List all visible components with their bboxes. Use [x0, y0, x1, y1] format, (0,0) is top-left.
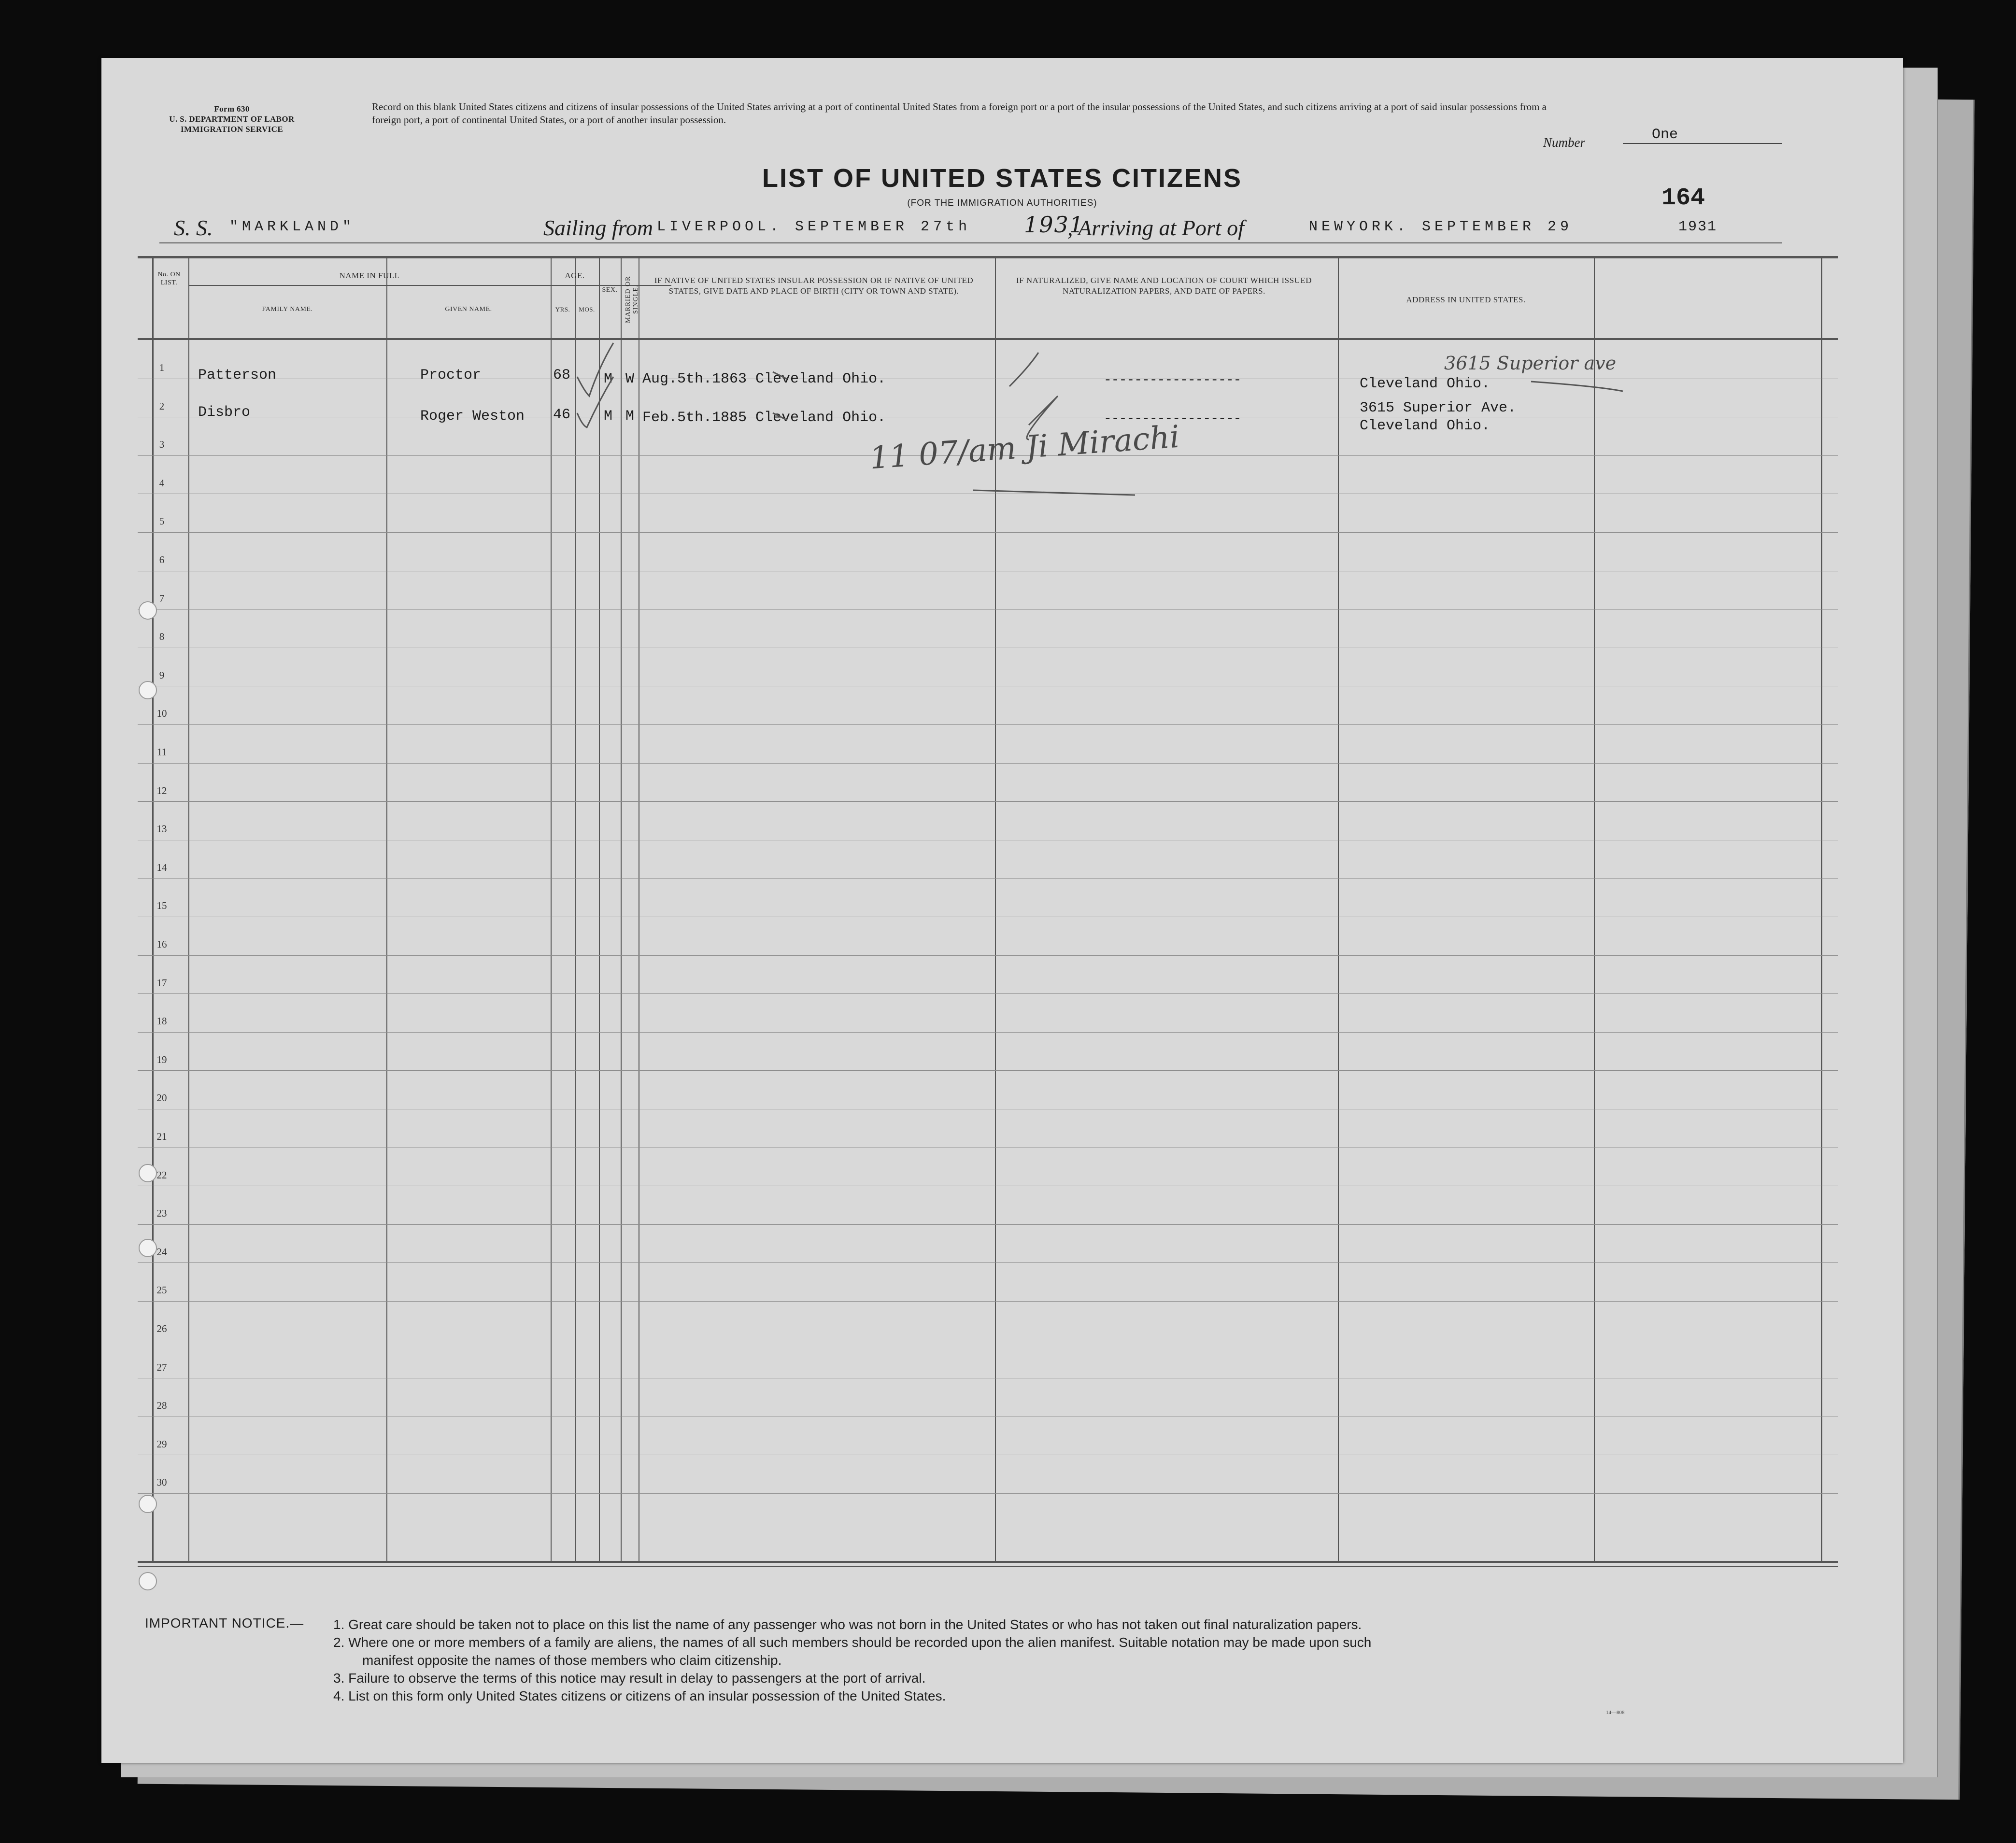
- row-number: 24: [156, 1246, 167, 1258]
- binder-hole: [139, 1239, 157, 1257]
- row-number: 14: [156, 862, 167, 873]
- row-number: 9: [159, 669, 165, 681]
- number-value: One: [1623, 127, 1782, 144]
- service: IMMIGRATION SERVICE: [180, 125, 284, 134]
- important-notice-label: IMPORTANT NOTICE.—: [145, 1616, 304, 1630]
- entry-1-age: 68: [553, 367, 571, 383]
- header-naturalized: IF NATURALIZED, GIVE NAME AND LOCATION OF COURT WHICH ISSUED NATURALIZATION PAPERS, AND DATE OF PAPERS.: [1016, 276, 1312, 296]
- row-rule: [138, 1493, 1838, 1494]
- important-notice-items: [333, 1616, 1831, 1705]
- ship-name: "MARKLAND": [229, 219, 355, 235]
- table-bottom-rule: [138, 1561, 1838, 1563]
- row-number: 30: [156, 1476, 167, 1488]
- header-native-birth: IF NATIVE OF UNITED STATES INSULAR POSSESSION OR IF NATIVE OF UNITED STATES, GIVE DATE AND PLACE OF BIRTH (CITY OR TOWN AND STATE).: [654, 276, 974, 296]
- notice-item-4: 4. List on this form only United States citizens or citizens of an insular possession of the United States.: [333, 1688, 946, 1703]
- number-label: Number: [1543, 135, 1585, 150]
- entry-2-naturalized: ------------------: [1104, 411, 1241, 426]
- row-number: 1: [159, 362, 165, 373]
- row-number: 2: [159, 400, 165, 412]
- entry-1-address: Cleveland Ohio.: [1360, 376, 1491, 392]
- row-number: 5: [159, 515, 165, 527]
- row-number: 21: [156, 1131, 167, 1142]
- row-number: 26: [156, 1323, 167, 1334]
- entry-1-marital: W: [625, 371, 635, 387]
- entry-1-naturalized: ------------------: [1104, 373, 1241, 388]
- row-rule: [138, 1070, 1838, 1071]
- page-number: 164: [1661, 184, 1705, 212]
- row-rule: [138, 801, 1838, 802]
- row-number: 6: [159, 554, 165, 566]
- row-rule: [138, 1224, 1838, 1225]
- department: U. S. DEPARTMENT OF LABOR: [169, 114, 295, 124]
- notice-item-2: 2. Where one or more members of a family are aliens, the names of all such members should be recorded upon the alien manifest. Suitable notation may be made upon such: [333, 1635, 1372, 1650]
- table-bottom-rule-2: [138, 1566, 1838, 1567]
- entry-2-marital: M: [625, 408, 635, 425]
- entry-2-address: 3615 Superior Ave.: [1360, 400, 1517, 416]
- check-mark: [577, 343, 613, 396]
- entry-1-address-handwritten: 3615 Superior ave: [1444, 353, 1617, 374]
- notice-item-2-continued: manifest opposite the names of those members who claim citizenship.: [362, 1653, 782, 1668]
- notice-item-3: 3. Failure to observe the terms of this notice may result in delay to passengers at the port of arrival.: [333, 1671, 926, 1686]
- form-code: 14—808: [1606, 1710, 1625, 1715]
- handwritten-checkmarks: [101, 58, 1903, 589]
- entry-1-family-name: Patterson: [198, 367, 277, 383]
- row-rule: [138, 724, 1838, 725]
- entry-2-sex: M: [604, 408, 613, 425]
- header-age: AGE.: [565, 271, 585, 280]
- row-rule: [138, 1032, 1838, 1033]
- row-number: 7: [159, 593, 165, 604]
- row-number: 19: [156, 1054, 167, 1065]
- header-address: ADDRESS IN UNITED STATES.: [1406, 295, 1526, 304]
- entry-2-family-name: Disbro: [198, 404, 251, 421]
- row-rule: [138, 763, 1838, 764]
- row-rule: [138, 1301, 1838, 1302]
- row-number: 29: [156, 1438, 167, 1450]
- departure-year: 1931: [1024, 212, 1085, 238]
- header-family-name: FAMILY NAME.: [262, 306, 313, 313]
- binder-hole: [139, 681, 157, 699]
- row-number: 16: [156, 938, 167, 950]
- header-given-name: GIVEN NAME.: [445, 306, 492, 313]
- address-strike: [1531, 382, 1623, 391]
- row-number: 10: [156, 708, 167, 719]
- header-no-on-list: No. ON LIST.: [157, 271, 181, 286]
- binder-hole: [139, 601, 157, 620]
- instructions-text: Record on this blank United States citizens and citizens of insular possessions of the United States arriving at a port of continental United States from a foreign port or a port of the insular possessions of the United States, and such citizens arriving at a port of said insular possessions from a foreign port, a port of continental United States, or a port of another insular possession.: [372, 101, 1547, 126]
- row-number: 11: [156, 746, 167, 758]
- signature-underline: [973, 490, 1135, 495]
- ss-label: S. S.: [174, 215, 213, 240]
- binder-hole: [139, 1572, 157, 1590]
- departure-info: LIVERPOOL. SEPTEMBER 27th: [657, 219, 971, 235]
- row-number: 13: [156, 823, 167, 835]
- entry-1-sex: M: [604, 371, 613, 387]
- row-number: 12: [156, 785, 167, 796]
- form-number: Form 630: [214, 104, 250, 113]
- entry-1-given-name: Proctor: [420, 367, 482, 383]
- row-number: 25: [156, 1284, 167, 1296]
- header-mos: MOS.: [579, 306, 595, 313]
- row-number: 23: [156, 1207, 167, 1219]
- document-title: LIST OF UNITED STATES CITIZENS: [762, 164, 1242, 193]
- check-mark: [1009, 353, 1038, 386]
- row-number: 20: [156, 1092, 167, 1104]
- row-number: 4: [159, 477, 165, 489]
- entry-1-birth: Aug.5th.1863 Cleveland Ohio.: [642, 371, 886, 387]
- row-number: 28: [156, 1400, 167, 1411]
- row-rule: [138, 609, 1838, 610]
- binder-hole: [139, 1164, 157, 1182]
- row-number: 3: [159, 439, 165, 450]
- check-mark: [577, 377, 613, 427]
- document-page: [101, 58, 1903, 1763]
- entry-2-given-name: Roger Weston: [420, 408, 525, 425]
- arrival-info: NEWYORK. SEPTEMBER 29: [1309, 219, 1573, 235]
- row-number: 8: [159, 631, 165, 642]
- check-mark: [773, 372, 787, 379]
- header-married-or-single: MARRIED OR SINGLE.: [625, 276, 639, 323]
- header-sex: SEX.: [602, 286, 618, 294]
- check-mark: [773, 413, 787, 420]
- sailing-from-label: Sailing from: [543, 215, 653, 240]
- row-rule: [138, 993, 1838, 994]
- entry-2-address-line2: Cleveland Ohio.: [1360, 418, 1491, 434]
- entry-2-age: 46: [553, 407, 571, 423]
- document-subtitle: (FOR THE IMMIGRATION AUTHORITIES): [907, 198, 1097, 208]
- binder-hole: [139, 1495, 157, 1513]
- header-yrs: YRS.: [555, 306, 570, 313]
- entry-2-birth: Feb.5th.1885 Cleveland Ohio.: [642, 410, 886, 426]
- arriving-label: , Arriving at Port of: [1067, 215, 1244, 240]
- handwritten-annotation: 11 07/am Ji Mirachi: [868, 419, 1181, 477]
- row-number: 15: [156, 900, 167, 911]
- row-rule: [138, 1262, 1838, 1263]
- arrival-year: 1931: [1678, 219, 1718, 235]
- row-rule: [138, 955, 1838, 956]
- header-name-in-full: NAME IN FULL: [339, 271, 400, 280]
- row-number: 22: [156, 1169, 167, 1181]
- row-number: 27: [156, 1361, 167, 1373]
- row-number: 18: [156, 1015, 167, 1027]
- row-rule: [138, 878, 1838, 879]
- notice-item-1: 1. Great care should be taken not to place on this list the name of any passenger who was not born in the United States or who has not taken out final naturalization papers.: [333, 1617, 1362, 1632]
- row-number: 17: [156, 977, 167, 989]
